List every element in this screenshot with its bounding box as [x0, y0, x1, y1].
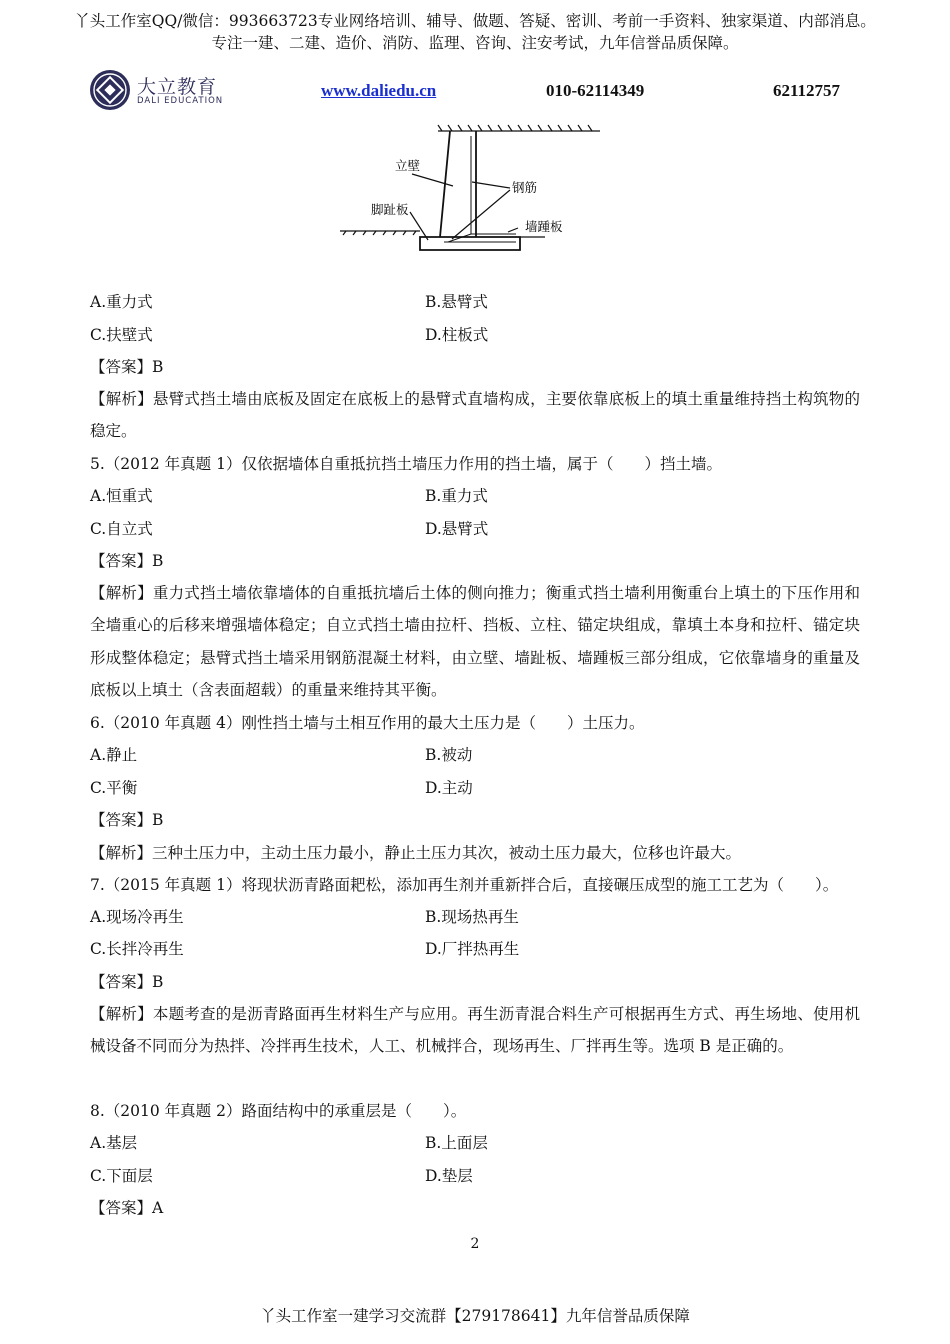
q6-option-b: B.被动 [425, 746, 473, 764]
leader-rebar [452, 182, 510, 239]
leader-wall [412, 174, 453, 186]
footer-text: 丫头工作室一建学习交流群【279178641】九年信誉品质保障 [260, 1307, 690, 1325]
q4-analysis: 【解析】悬臂式挡土墙由底板及固定在底板上的悬臂式直墙构成，主要依靠底板上的填土重量维持挡土构筑物的稳定。 [90, 390, 860, 441]
q4-option-a: A.重力式 [90, 293, 153, 311]
q7-answer: 【答案】B [90, 973, 164, 991]
label-rebar: 钢筋 [512, 180, 538, 195]
q7-option-b: B.现场热再生 [425, 908, 519, 926]
q7-option-c: C.长拌冷再生 [90, 940, 184, 958]
label-toe: 脚趾板 [371, 202, 409, 217]
label-heel: 墙踵板 [525, 219, 563, 234]
q4-option-d: D.柱板式 [425, 326, 489, 344]
q6-option-a: A.静止 [90, 746, 138, 764]
dali-logo [88, 68, 238, 112]
q4-option-b: B.悬臂式 [425, 293, 488, 311]
q7-option-d: D.厂拌热再生 [425, 940, 520, 958]
q6-analysis: 【解析】三种土压力中，主动土压力最小，静止土压力其次，被动土压力最大，位移也许最大。 [90, 844, 742, 862]
q6-answer: 【答案】B [90, 811, 164, 829]
banner-line-1: 丫头工作室QQ/微信：993663723专业网络培训、辅导、做题、答疑、密训、考前一手资料、独家渠道、内部消息。 [74, 12, 876, 30]
dali-logo-icon [88, 68, 132, 112]
q8-option-d: D.垫层 [425, 1167, 473, 1185]
q6-stem: 6.（2010 年真题 4）刚性挡土墙与土相互作用的最大土压力是（ ）土压力。 [90, 714, 645, 732]
q4-answer: 【答案】B [90, 358, 164, 376]
q5-option-c: C.自立式 [90, 520, 153, 538]
phone-number-2: 62112757 [773, 81, 841, 100]
logo-english-name: DALI EDUCATION [137, 96, 224, 106]
q5-stem: 5.（2012 年真题 1）仅依据墙体自重抵抗挡土墙压力作用的挡土墙，属于（ ）挡土墙。 [90, 455, 722, 473]
phone-number-1: 010-62114349 [546, 81, 645, 100]
label-wall: 立壁 [395, 158, 421, 173]
q5-option-b: B.重力式 [425, 487, 488, 505]
q8-answer: 【答案】A [90, 1199, 164, 1217]
q4-option-c: C.扶壁式 [90, 326, 153, 344]
q5-option-d: D.悬臂式 [425, 520, 489, 538]
page-number: 2 [470, 1236, 480, 1252]
base-slab [420, 237, 520, 250]
website-link[interactable]: www.daliedu.cn [321, 81, 437, 100]
leader-toe [410, 212, 428, 240]
q7-option-a: A.现场冷再生 [90, 908, 184, 926]
q5-analysis: 【解析】重力式挡土墙依靠墙体的自重抵抗墙后土体的侧向推力；衡重式挡土墙利用衡重台上填土的下压作用和全墙重心的后移来增强墙体稳定；自立式挡土墙由拉杆、挡板、立柱、锚定块组成，靠填土本身和拉杆、锚定块形成整体稳定；悬臂式挡土墙采用钢筋混凝土材料，由立壁、墙趾板、墙踵板三部分组成，它依靠墙身的重量及底板以上填土（含表面超载）的重量来维持其平衡。 [90, 584, 860, 700]
banner-line-2: 专注一建、二建、造价、消防、监理、咨询、注安考试，九年信誉品质保障。 [211, 34, 739, 52]
top-ground-hatching [438, 125, 592, 131]
q6-option-d: D.主动 [425, 779, 473, 797]
bottom-ground-hatching [343, 231, 416, 235]
rebar-lines [444, 136, 516, 242]
q7-stem: 7.（2015 年真题 1）将现状沥青路面耙松，添加再生剂并重新拌合后，直接碾压成型的施工工艺为（ ）。 [90, 876, 839, 894]
q8-option-b: B.上面层 [425, 1134, 488, 1152]
q8-option-a: A.基层 [90, 1134, 138, 1152]
q7-analysis: 【解析】本题考查的是沥青路面再生材料生产与应用。再生沥青混合料生产可根据再生方式、再生场地、使用机械设备不同而分为热拌、冷拌再生技术，人工、机械拌合，现场再生、厂拌再生等。选项 B 是正确的。 [90, 1005, 860, 1056]
logo-chinese-name: 大立教育 [137, 76, 218, 98]
leader-heel [508, 228, 518, 232]
q8-option-c: C.下面层 [90, 1167, 153, 1185]
q5-option-a: A.恒重式 [90, 487, 153, 505]
q6-option-c: C.平衡 [90, 779, 138, 797]
cantilever-wall-figure [340, 122, 620, 262]
q8-stem: 8.（2010 年真题 2）路面结构中的承重层是（ ）。 [90, 1102, 467, 1120]
q5-answer: 【答案】B [90, 552, 164, 570]
